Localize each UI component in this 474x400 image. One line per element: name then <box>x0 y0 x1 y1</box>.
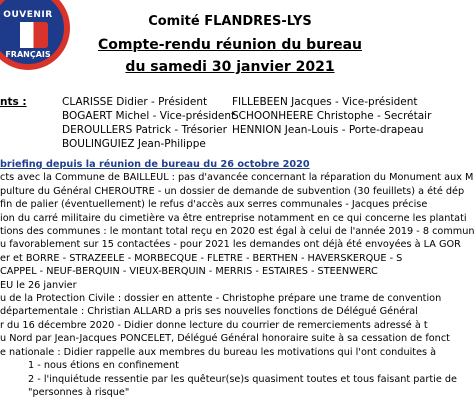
body-line-2: pulture du Général CHEROUTRE - un dossier de demande de subvention (30 feuillets) a été dép <box>0 185 465 197</box>
body-line-6: u favorablement sur 15 contactées - pour 2021 les demandes ont déjà été envoyées à LA GOR <box>0 239 461 251</box>
logo-text-bottom: FRANÇAIS <box>5 50 51 59</box>
body-subline-1: 1 - nous étions en confinement <box>28 360 179 372</box>
attendee-col2-3: HENNION Jean-Louis - Porte-drapeau <box>232 124 424 136</box>
body-line-13: u Nord par Jean-Jacques PONCELET, Délégué Général honoraire suite à sa cessation de fonct <box>0 333 450 345</box>
body-line-4: ion du carré militaire du cimetière va être entreprise notamment en ce qui concerne les plantati <box>0 212 467 224</box>
report-body <box>0 158 474 399</box>
attendee-col1-2: BOGAERT Michel - Vice-président <box>62 110 236 122</box>
report-date: du samedi 30 janvier 2021 <box>125 59 335 75</box>
body-line-12: r du 16 décembre 2020 - Didier donne lecture du courrier de remerciements adressé à t <box>0 319 428 331</box>
souvenir-francais-logo-icon <box>0 0 70 70</box>
body-line-1: cts avec la Commune de BAILLEUL : pas d'avancée concernant la réparation du Monument aux M <box>0 172 474 184</box>
attendee-col1-3: DEROULLERS Patrick - Trésorier <box>62 124 227 136</box>
body-line-8: CAPPEL - NEUF-BERQUIN - VIEUX-BERQUIN - MERRIS - ESTAIRES - STEENWERC <box>0 266 378 278</box>
report-title: Compte-rendu réunion du bureau <box>98 37 362 53</box>
attendee-col1-4: BOULINGUIEZ Jean-Philippe <box>62 138 206 150</box>
body-line-10: u de la Protection Civile : dossier en attente - Christophe prépare une trame de convention <box>0 293 442 305</box>
section-title: briefing depuis la réunion de bureau du 26 octobre 2020 <box>0 159 310 170</box>
body-subline-3: "personnes à risque" <box>28 386 130 398</box>
logo-flag-band <box>6 22 48 48</box>
body-subline-2: 2 - l'inquiétude ressentie par les quêteur(se)s quasiment toutes et tous faisant partie de <box>28 373 457 385</box>
logo-text-top: OUVENIR <box>3 10 53 20</box>
body-line-7: er et BORRE - STRAZEELE - MORBECQUE - FLETRE - BERTHEN - HAVERSKERQUE - S <box>0 252 403 264</box>
attendee-col2-1: FILLEBEEN Jacques - Vice-président <box>232 96 418 108</box>
body-line-14: e nationale : Didier rappelle aux membres du bureau les motivations qui l'ont conduites à <box>0 346 437 358</box>
attendee-col2-2: SCHOONHEERE Christophe - Secrétair <box>232 110 432 122</box>
attendees-label: nts : <box>0 96 27 108</box>
body-line-11: départementale : Christian ALLARD a pris ses nouvelles fonctions de Délégué Général <box>0 306 418 318</box>
body-line-9: EU le 26 janvier <box>0 279 77 291</box>
attendee-col1-1: CLARISSE Didier - Président <box>62 96 208 108</box>
body-line-5: tions des communes : le montant total reçu en 2020 est égal à celui de l'année 2019 - 8 commun <box>0 226 474 238</box>
body-line-3: fin de palier (éventuellement) le refus d'accès aux serres communales - Jacques précise <box>0 199 428 211</box>
committee-title: Comité FLANDRES-LYS <box>148 14 312 29</box>
